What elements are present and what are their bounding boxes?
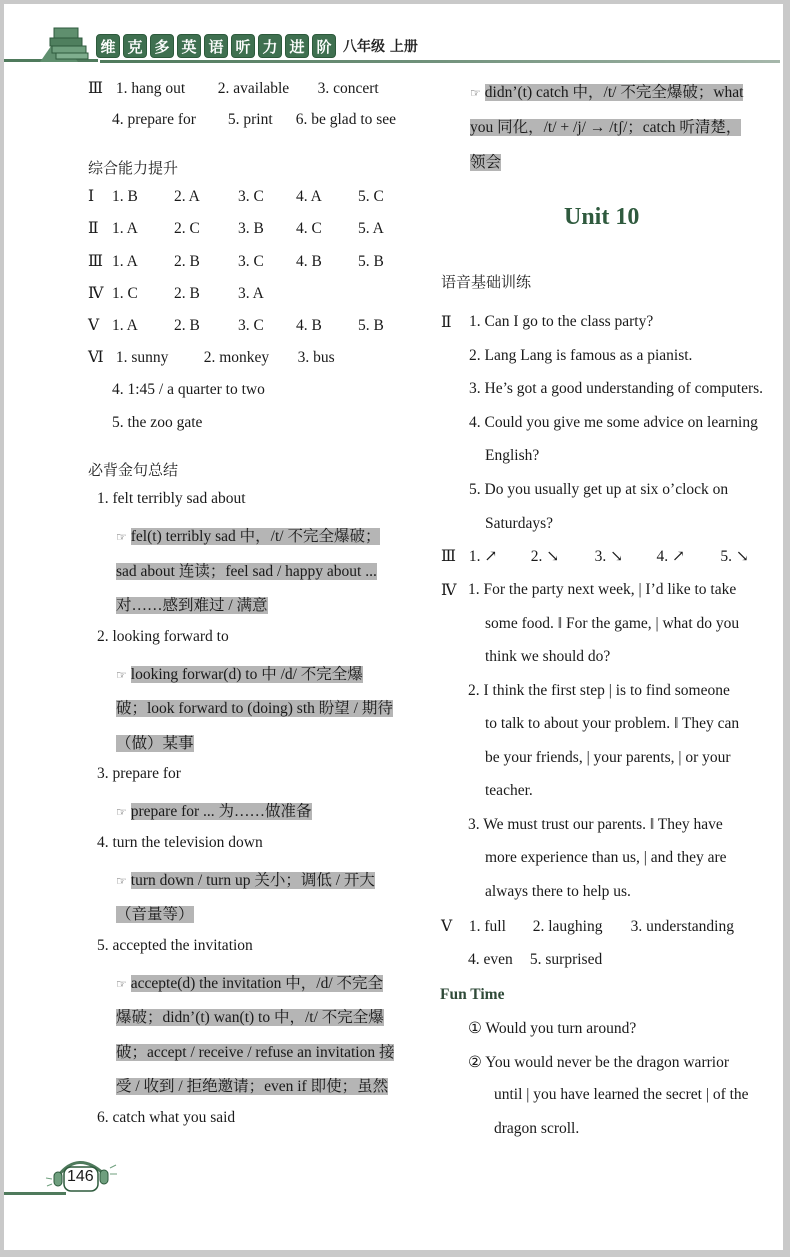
note-line [470,80,743,102]
answer-row [441,917,734,936]
sentence-line: 4. Could you give me some advice on learning [469,413,758,431]
sentence-line: 3. We must trust our parents. ‖ They have [468,815,723,833]
sentence-line: 1. For the party next week, | I’d like to take [468,581,737,598]
sentence-line: to talk to about your problem. ‖ They can [485,715,740,732]
answer: 5. B [358,317,384,335]
note-text: （做）某事 [116,734,194,752]
answer: 4. prepare for [112,111,196,128]
answer-row [441,547,749,566]
title-char: 力 [258,34,282,58]
page-number: 146 [67,1168,94,1185]
section-numeral: Ⅳ [88,284,104,302]
sentence-label: 2. looking forward to [97,627,229,645]
fun-time-line: ② You would never be the dragon warrior [468,1053,729,1071]
section-numeral: Ⅳ [441,582,457,599]
title-char: 多 [150,34,174,58]
title-char: 英 [177,34,201,58]
sentence-line: Saturdays? [485,514,554,532]
answer: 1. C [112,284,138,302]
answer: 2. laughing [532,918,603,935]
sentence-line: always there to help us. [485,882,631,900]
sentence-line: be your friends, | your parents, | or your [485,748,731,766]
section-title: 综合能力提升 [88,159,179,177]
note-text: sad about 连读；feel sad / happy about ... [116,562,377,580]
sentence-label: 6. catch what you said [97,1108,236,1126]
sentence-line: 1. Can I go to the class party? [469,313,654,330]
sentence-label: 5. accepted the invitation [97,936,253,954]
sentence-line: English? [485,447,540,465]
answer: 4. ↗ [656,548,685,565]
title-char: 进 [285,34,309,58]
answer: 2. ↘ [530,548,560,565]
fun-time-line: ① Would you turn around? [468,1020,637,1037]
answer: 1. B [112,188,138,205]
answer: 3. ↘ [594,548,624,565]
answer: 3. C [238,317,264,335]
answer: 2. monkey [203,349,270,366]
answer: 3. C [238,252,264,270]
sentence-line: some food. ‖ For the game, | what do you [485,614,740,632]
answer: 1. full [468,918,506,935]
section-title: 语音基础训练 [441,273,532,291]
sentence-line: think we should do? [485,648,611,665]
answer: 6. be glad to see [295,111,397,128]
sentence-line: teacher. [485,782,533,799]
note-text: 对……感到难过 / 满意 [116,597,268,614]
answer: 3. bus [297,349,335,366]
answer: 5. B [358,252,384,270]
section-numeral: Ⅲ [88,80,103,97]
section-numeral: Ⅴ [441,918,453,935]
section-numeral: Ⅲ [441,548,456,565]
answer: 5. C [358,188,384,205]
answer-row [468,951,602,969]
sentence-label: 4. turn the television down [97,833,263,851]
answer: 4. A [296,188,322,205]
right-column [4,4,783,1144]
pointing-hand-icon: ☞ [470,86,481,100]
answer: 5. the zoo gate [112,414,203,431]
unit-title: Unit 10 [564,204,640,230]
answer: 1. A [112,317,138,335]
answer: 5. ↘ [720,548,749,565]
pointing-hand-icon: ☞ [116,805,127,819]
section-title: 必背金句总结 [88,461,179,479]
note-line [470,150,501,172]
section-numeral: Ⅱ [88,220,99,238]
title-char: 维 [96,34,120,58]
answer: 3. C [238,188,264,205]
answer: 2. C [174,220,200,238]
sentence-label: 1. felt terribly sad about [97,490,246,507]
sentence-line: more experience than us, | and they are [485,849,727,866]
section-numeral: Ⅵ [88,349,104,366]
answer: 2. A [174,188,200,205]
note-text: turn down / turn up 关小；调低 / 开大 [130,871,375,889]
title-char: 语 [204,34,228,58]
answer: 1. A [112,220,138,238]
pointing-hand-icon: ☞ [116,873,127,888]
answer: 3. B [238,220,264,238]
answer: 1. A [112,252,138,270]
answer: 5. A [358,220,384,238]
answer: 4. C [296,220,322,238]
answer: 3. A [238,284,264,302]
section-numeral: Ⅰ [88,188,95,205]
note-text: （音量等） [116,906,194,923]
pointing-hand-icon: ☞ [116,976,127,991]
answer: 4. B [296,317,322,335]
note-text: 破；accept / receive / refuse an invitation 接 [116,1043,395,1061]
answer: 2. B [174,284,200,302]
section-numeral: Ⅴ [88,317,100,335]
note-line [470,115,741,137]
sentence-line: 2. I think the first step | is to find someone [468,681,730,699]
sentence-line: 3. He’s got a good understanding of computers. [469,380,764,398]
pointing-hand-icon: ☞ [116,667,127,682]
grade-label: 八年级 上册 [343,39,418,55]
section-numeral: Ⅲ [88,252,103,270]
page [4,4,783,1250]
note-text: you 同化，/t/ + /j/ → /tʃ/；catch 听清楚， [470,119,742,136]
sentence-label: 3. prepare for [97,765,181,782]
fun-time-title: Fun Time [440,986,505,1003]
answer: 1. ↗ [468,548,498,565]
title-char: 阶 [312,34,336,58]
note-text: 受 / 收到 / 拒绝邀请；even if 即使；虽然 [116,1078,389,1095]
answer: 4. 1:45 / a quarter to two [112,381,265,398]
answer: 4. B [296,252,322,270]
note-text: prepare for ... 为……做准备 [130,803,312,820]
note-text: didn’(t) catch 中，/t/ 不完全爆破；what [484,84,744,101]
section-numeral: Ⅱ [441,314,452,331]
sentence-line: 5. Do you usually get up at six o’clock on [469,481,729,498]
answer: 1. hang out [115,80,186,97]
fun-time-line: until | you have learned the secret | of the [494,1086,749,1103]
note-text: fel(t) terribly sad 中，/t/ 不完全爆破； [130,528,381,545]
answer: 3. understanding [630,918,734,935]
title-char: 听 [231,34,255,58]
note-text: 领会 [470,154,502,171]
answer: 4. even [468,951,513,968]
sentence-line: 2. Lang Lang is famous as a pianist. [469,346,693,364]
answer: 1. sunny [115,349,169,366]
answer: 5. surprised [529,951,603,968]
pointing-hand-icon: ☞ [116,530,127,544]
note-text: 爆破；didn’(t) wan(t) to 中，/t/ 不完全爆 [116,1009,384,1026]
answer: 2. B [174,317,200,335]
answer: 5. print [227,111,273,128]
note-text: looking forwar(d) to 中 /d/ 不完全爆 [130,665,363,683]
title-char: 克 [123,34,147,58]
answer: 2. available [217,80,290,97]
fun-time-line: dragon scroll. [494,1119,580,1137]
note-text: accepte(d) the invitation 中，/d/ 不完全 [130,974,384,992]
answer: 3. concert [317,80,379,97]
note-text: 破；look forward to (doing) sth 盼望 / 期待 [116,700,393,717]
answer: 2. B [174,252,200,270]
